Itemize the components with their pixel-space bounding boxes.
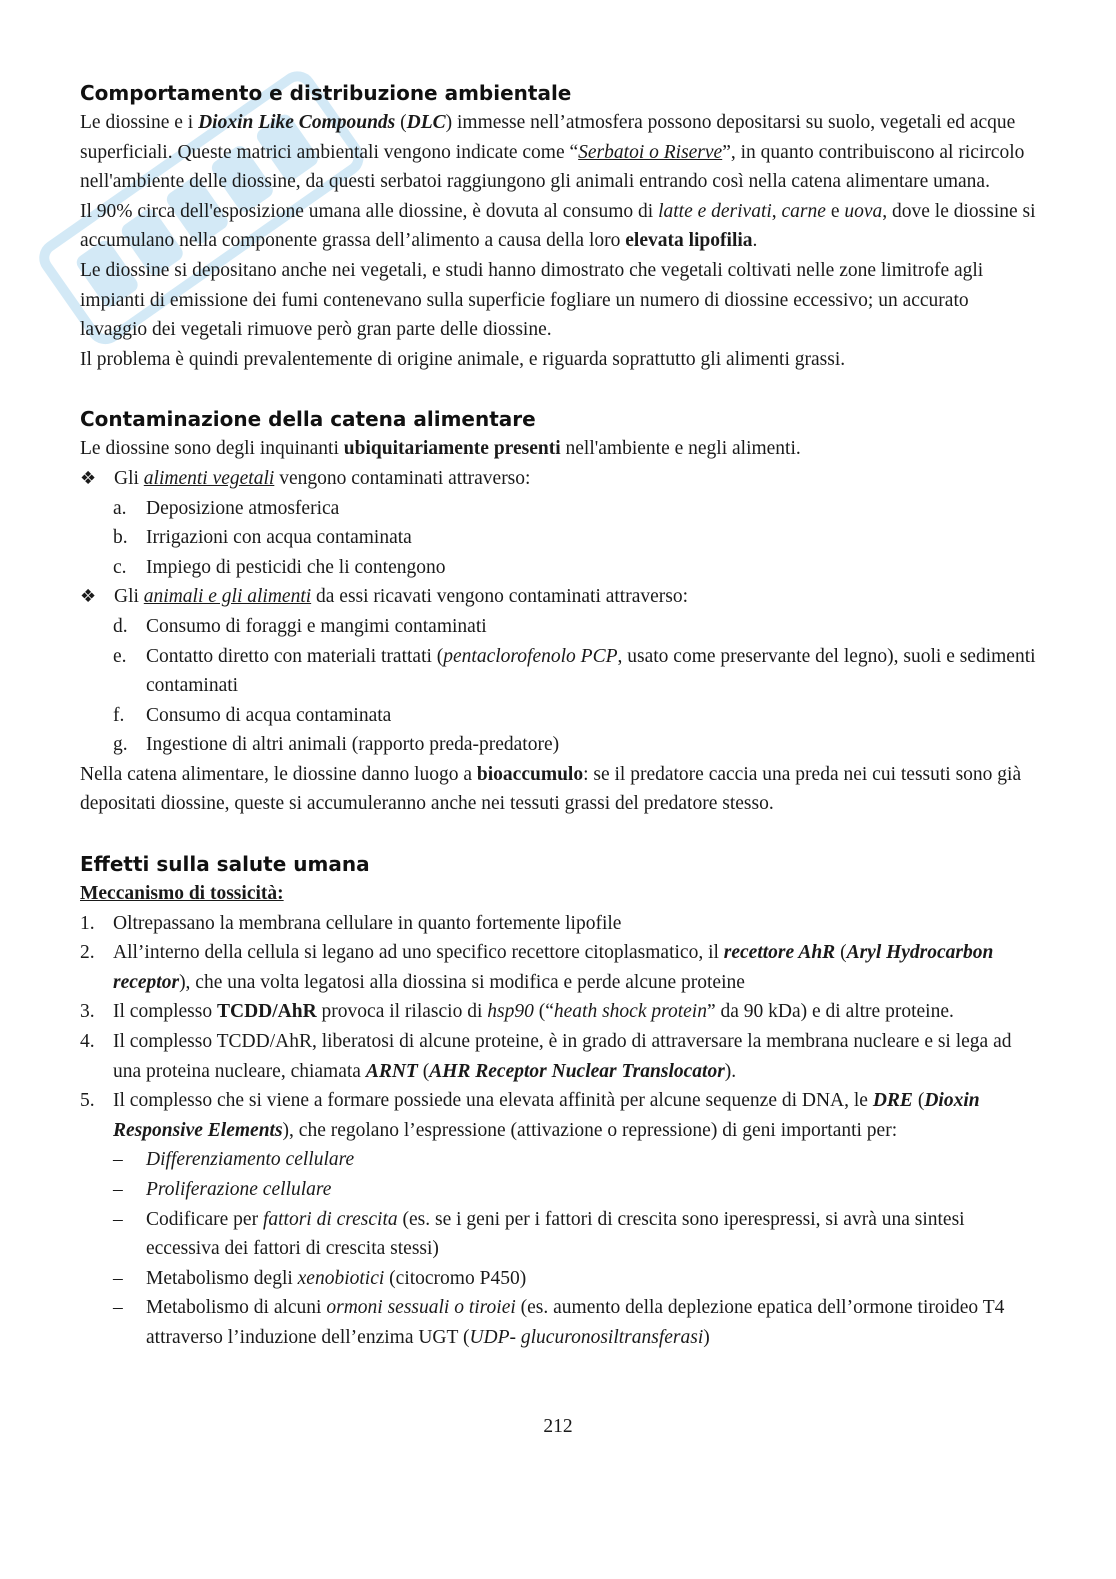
paragraph-chain-outro: Nella catena alimentare, le diossine danno luogo a bioaccumulo: se il predatore caccia una preda nei cui tessuti sono già depositati diossine, queste si accumuleranno anche nei tessuti grassi del predatore stesso.: [80, 763, 1022, 815]
heading-food-chain: Contaminazione della catena alimentare: [80, 407, 536, 432]
vegetable-routes-list: [80, 494, 1040, 583]
animal-routes-list: [80, 612, 1040, 760]
list-item: 5. Il complesso che si viene a formare possiede una elevata affinità per alcune sequenze di DNA, le DRE (Dioxin Responsive Elements), che regolano l’espressione (attivazione o repressione) di geni importanti per:: [80, 1090, 980, 1141]
diamond-bullet-icon: ❖: [80, 586, 97, 608]
list-item: f. Consumo di acqua contaminata: [113, 704, 392, 726]
list-item: – Metabolismo di alcuni ormoni sessuali o tiroiei (es. aumento della deplezione epatica dell’ormone tiroideo T4 attraverso l’induzione dell’enzima UGT (UDP- glucuronosiltransferasi): [113, 1297, 1005, 1348]
list-item-animals: ❖ Gli animali e gli alimenti da essi ricavati vengono contaminati attraverso:: [80, 582, 1040, 612]
list-item: c. Impiego di pesticidi che li contengono: [113, 556, 446, 578]
page-number: 212: [543, 1416, 573, 1437]
list-item: 3. Il complesso TCDD/AhR provoca il rilascio di hsp90 (“heath shock protein” da 90 kDa) e di altre proteine.: [80, 1001, 954, 1023]
list-item: – Codificare per fattori di crescita (es. se i geni per i fattori di crescita sono iperespressi, si avrà una sintesi eccessiva dei fattori di crescita stessi): [113, 1208, 965, 1260]
mechanism-steps-list: [80, 909, 1040, 1146]
list-item: g. Ingestione di altri animali (rapporto preda-predatore): [113, 734, 560, 756]
paragraph-env-1: Le diossine e i Dioxin Like Compounds (DLC) immesse nell’atmosfera possono depositarsi su suolo, vegetali ed acque superficiali. Queste matrici ambientali vengono indicate come “Serbatoi o Riserve”, in quanto contribuiscono al ricircolo nell'ambiente delle diossine, da questi serbatoi raggiungono gli animali entrando così nella catena alimentare umana.: [80, 112, 1025, 193]
list-item: 4. Il complesso TCDD/AhR, liberatosi di alcune proteine, è in grado di attraversare la membrana nucleare e si lega ad una proteina nucleare, chiamata ARNT (AHR Receptor Nuclear Translocator).: [80, 1031, 1012, 1082]
list-item: 2. All’interno della cellula si legano ad uno specifico recettore citoplasmatico, il recettore AhR (Aryl Hydrocarbon receptor), che una volta legatosi alla diossina si modifica e perde alcune proteine: [80, 942, 994, 993]
list-item: e. Contatto diretto con materiali trattati (pentaclorofenolo PCP, usato come preservante del legno), suoli e sedimenti contaminati: [113, 645, 1036, 697]
contamination-list: [80, 464, 1040, 494]
subheading-mechanism: Meccanismo di tossicità:: [80, 883, 284, 905]
list-item: – Metabolismo degli xenobiotici (citocromo P450): [113, 1267, 527, 1289]
list-item: a. Deposizione atmosferica: [113, 497, 340, 519]
paragraph-env-3: Le diossine si depositano anche nei vegetali, e studi hanno dimostrato che vegetali coltivati nelle zone limitrofe agli impianti di emissione dei fumi contenevano sulla superficie fogliare un numero di diossine eccessivo; un accurato lavaggio dei vegetali rimuove però gran parte delle diossine.: [80, 259, 984, 341]
document-page: [80, 78, 1040, 1353]
list-item: d. Consumo di foraggi e mangimi contaminati: [113, 615, 487, 637]
paragraph-env-4: Il problema è quindi prevalentemente di origine animale, e riguarda soprattutto gli alimenti grassi.: [80, 348, 846, 370]
list-item-vegetables: ❖ Gli alimenti vegetali vengono contaminati attraverso:: [80, 464, 1040, 494]
gene-functions-list: [80, 1145, 1040, 1352]
heading-environment: Comportamento e distribuzione ambientale: [80, 81, 572, 105]
diamond-bullet-icon: ❖: [80, 467, 97, 489]
paragraph-env-2: Il 90% circa dell'esposizione umana alle diossine, è dovuta al consumo di latte e derivati, carne e uova, dove le diossine si accumulano nella componente grassa dell’alimento a causa della loro elevata lipofilia.: [80, 200, 1036, 252]
list-item: – Differenziamento cellulare: [113, 1149, 355, 1171]
list-item: b. Irrigazioni con acqua contaminata: [113, 527, 412, 549]
list-item: 1. Oltrepassano la membrana cellulare in quanto fortemente lipofile: [80, 912, 622, 934]
list-item: – Proliferazione cellulare: [113, 1179, 332, 1200]
paragraph-chain-intro: Le diossine sono degli inquinanti ubiquitariamente presenti nell'ambiente e negli alimenti.: [80, 438, 801, 460]
heading-health-effects: Effetti sulla salute umana: [80, 852, 370, 877]
